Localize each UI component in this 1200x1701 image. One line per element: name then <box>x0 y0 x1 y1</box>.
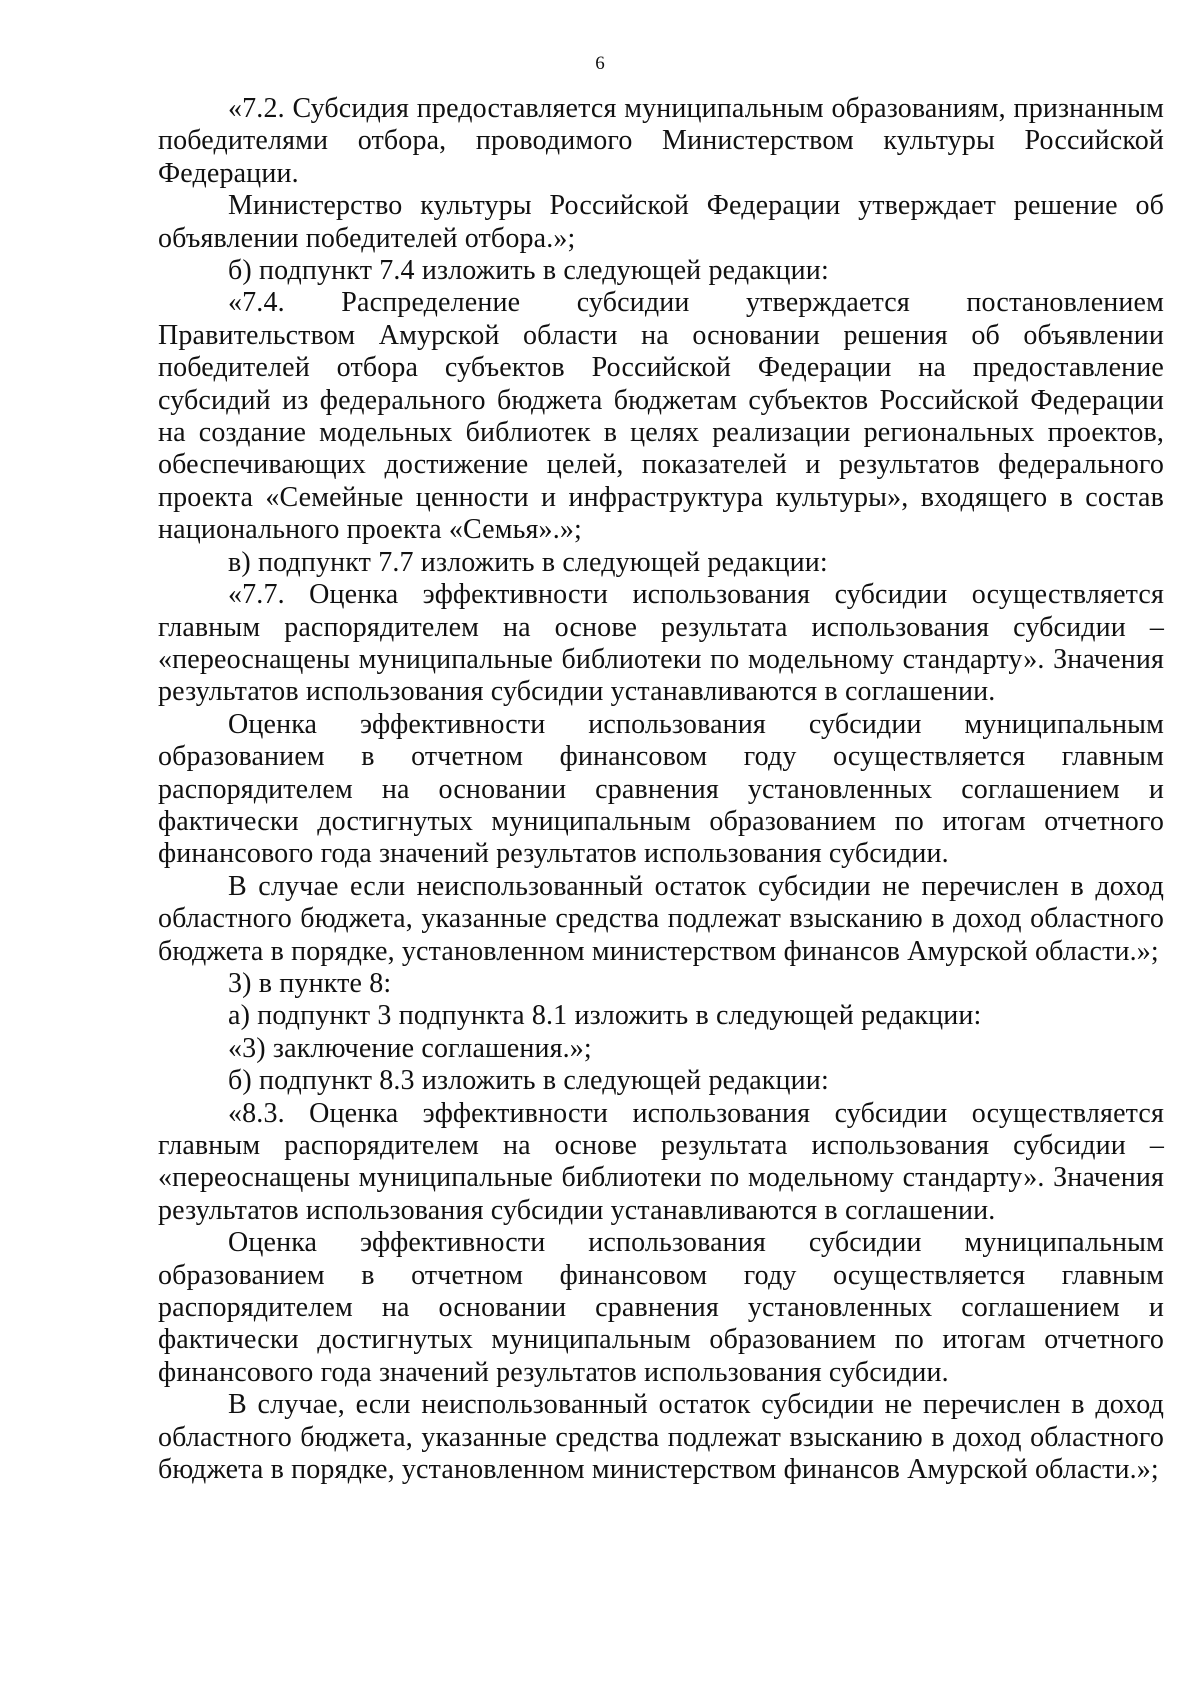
paragraph-7-7-recovery: В случае если неиспользованный остаток субсидии не перечислен в доход областного бюджета, указанные средства подлежат взысканию в доход областного бюджета в порядке, установленном министерством финансов Амурской области.»; <box>158 870 1164 967</box>
paragraph-8-3: «8.3. Оценка эффективности использования субсидии осуществляется главным распорядителем на основе результата использования субсидии – «переоснащены муниципальные библиотеки по модельному стандарту». Значения результатов использования субсидии устанавливаются в соглашении. <box>158 1097 1164 1226</box>
paragraph-8-3-evaluation: Оценка эффективности использования субсидии муниципальным образованием в отчетном финансовом году осуществляется главным распорядителем на основании сравнения установленных соглашением и фактически достигнутых муниципальным образованием по итогам отчетного финансового года значений результатов использования субсидии. <box>158 1227 1164 1388</box>
paragraph-7-2: «7.2. Субсидия предоставляется муниципальным образованиям, признанным победителями отбора, проводимого Министерством культуры Российской Федерации. <box>158 93 1164 189</box>
document-body <box>158 93 1164 1486</box>
paragraph-subitem-a-8-1: а) подпункт 3 подпункта 8.1 изложить в следующей редакции: <box>228 1000 982 1032</box>
paragraph-item-3: 3) в пункте 8: <box>228 967 392 999</box>
paragraph-ministry-decision: Министерство культуры Российской Федерации утверждает решение об объявлении победителей отбора.»; <box>158 190 1164 254</box>
page-number: 6 <box>595 53 605 74</box>
paragraph-agreement: «3) заключение соглашения.»; <box>228 1032 592 1064</box>
paragraph-subitem-v-7-7: в) подпункт 7.7 изложить в следующей редакции: <box>228 546 828 578</box>
paragraph-7-4: «7.4. Распределение субсидии утверждается постановлением Правительством Амурской области на основании решения об объявлении победителей отбора субъектов Российской Федерации на предоставление субсидий из федерального бюджета бюджетам субъектов Российской Федерации на создание модельных библиотек в целях реализации региональных проектов, обеспечивающих достижение целей, показателей и результатов федерального проекта «Семейные ценности и инфраструктура культуры», входящего в состав национального проекта «Семья».»; <box>158 287 1164 546</box>
paragraph-7-7-evaluation: Оценка эффективности использования субсидии муниципальным образованием в отчетном финансовом году осуществляется главным распорядителем на основании сравнения установленных соглашением и фактически достигнутых муниципальным образованием по итогам отчетного финансового года значений результатов использования субсидии. <box>158 708 1164 870</box>
paragraph-7-7: «7.7. Оценка эффективности использования субсидии осуществляется главным распорядителем на основе результата использования субсидии – «переоснащены муниципальные библиотеки по модельному стандарту». Значения результатов использования субсидии устанавливаются в соглашении. <box>158 579 1164 708</box>
paragraph-subitem-b-8-3: б) подпункт 8.3 изложить в следующей редакции: <box>228 1065 829 1097</box>
paragraph-8-3-recovery: В случае, если неиспользованный остаток субсидии не перечислен в доход областного бюджета, указанные средства подлежат взысканию в доход областного бюджета в порядке, установленном министерством финансов Амурской области.»; <box>158 1389 1164 1486</box>
paragraph-subitem-b-7-4: б) подпункт 7.4 изложить в следующей редакции: <box>228 255 829 287</box>
